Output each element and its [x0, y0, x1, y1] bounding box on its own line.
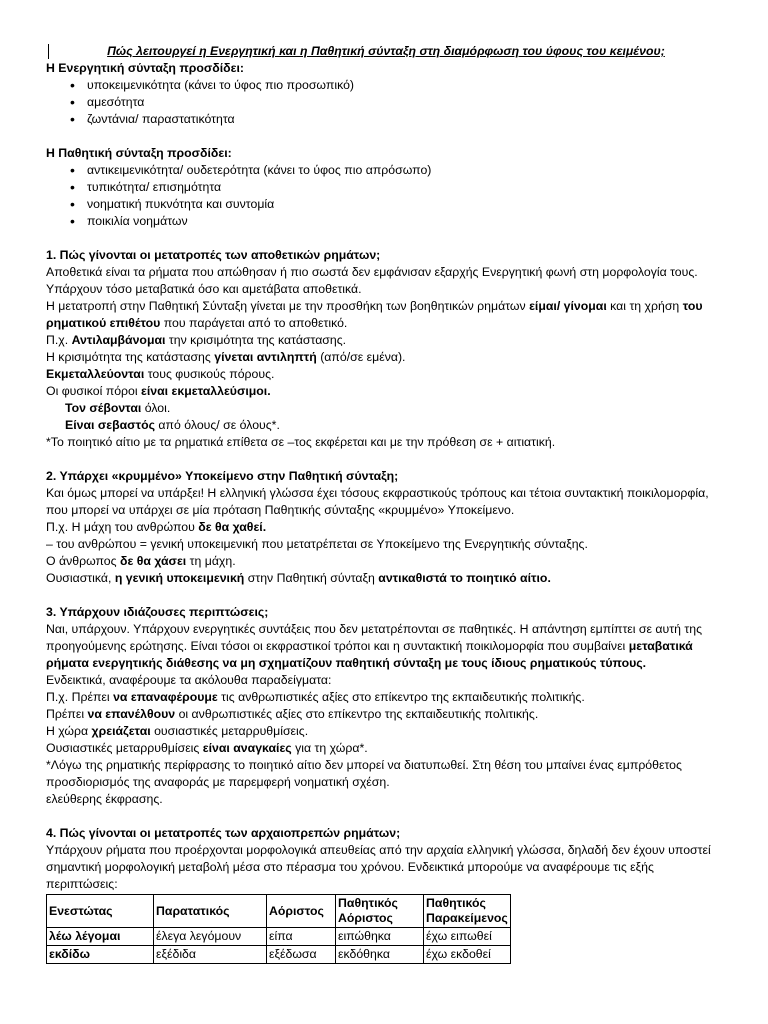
section-2-heading: 2. Υπάρχει «κρυμμένο» Υποκείμενο στην Παθητική σύνταξη; [46, 469, 399, 483]
table-cell: εκδίδω [47, 946, 154, 964]
section-4-heading: 4. Πώς γίνονται οι μετατροπές των αρχαιοπρεπών ρημάτων; [46, 826, 401, 840]
table-header-cell: Αόριστος [267, 895, 336, 928]
passive-list [46, 162, 726, 230]
section-4-paragraph: Υπάρχουν ρήματα που προέρχονται μορφολογικά απευθείας από την αρχαία ελληνική γλώσσα, δηλαδή δεν έχουν υποστεί σημαντική μορφολογική μεταβολή μέσα στο πέρασμα του χρόνου. Ενδεικτικά μπορούμε να αναφέρουμε τις εξής περιπτώσεις: [46, 843, 711, 891]
list-item: • ζωντάνια/ παραστατικότητα [46, 111, 726, 128]
example-line: Ουσιαστικές μεταρρυθμίσεις είναι αναγκαίες για τη χώρα*. [46, 741, 368, 755]
table-cell: λέω λέγομαι [47, 928, 154, 946]
table-header-cell: Ενεστώτας [47, 895, 154, 928]
example-line: Πρέπει να επανέλθουν οι ανθρωπιστικές αξίες στο επίκεντρο της εκπαιδευτικής πολιτικής. [46, 707, 539, 721]
section-1-heading: 1. Πώς γίνονται οι μετατροπές των αποθετικών ρημάτων; [46, 248, 381, 262]
active-heading: Η Ενεργητική σύνταξη προσδίδει: [46, 61, 244, 75]
table-cell: εκδόθηκα [336, 946, 424, 964]
example-line: Π.χ. Πρέπει να επαναφέρουμε τις ανθρωπιστικές αξίες στο επίκεντρο της εκπαιδευτικής πολιτικής. [46, 690, 585, 704]
table-header-row [47, 895, 511, 928]
example-line: Ουσιαστικά, η γενική υποκειμενική στην Παθητική σύνταξη αντικαθιστά το ποιητικό αίτιο. [46, 571, 551, 585]
footnote: *Λόγω της ρηματικής περίφρασης το ποιητικό αίτιο δεν μπορεί να διατυπωθεί. Στη θέση του μπαίνει ένας εμπρόθετος προσδιορισμός της αναφοράς με παρεμφερή νοηματική σχέση. [46, 758, 682, 789]
footnote-tail: ελεύθερης έκφρασης. [46, 792, 163, 806]
example-line: Εκμεταλλεύονται τους φυσικούς πόρους. [46, 367, 275, 381]
example-line: Π.χ. Η μάχη του ανθρώπου δε θα χαθεί. [46, 520, 267, 534]
table-row [47, 928, 511, 946]
table-row [47, 946, 511, 964]
section-1-paragraph: Αποθετικά είναι τα ρήματα που απώθησαν ή πιο σωστά δεν εμφάνισαν εξαρχής Ενεργητική φωνή στη μορφολογία τους. Υπάρχουν τόσο μεταβατικά όσο και αμετάβατα αποθετικά. [46, 265, 698, 296]
verb-table [46, 894, 511, 964]
example-line: Η χώρα χρειάζεται ουσιαστικές μεταρρυθμίσεις. [46, 724, 309, 738]
table-header-cell: Παρατατικός [154, 895, 267, 928]
list-item: • νοηματική πυκνότητα και συντομία [46, 196, 726, 213]
section-1-paragraph-2: Η μετατροπή στην Παθητική Σύνταξη γίνεται με την προσθήκη των βοηθητικών ρημάτων είμαι/ γίνομαι και τη χρήση του ρηματικού επιθέτου που παράγεται από το αποθετικό. [46, 299, 703, 330]
section-3-paragraph: Ναι, υπάρχουν. Υπάρχουν ενεργητικές συντάξεις που δεν μετατρέπονται σε παθητικές. Η απάντηση εμπίπτει σε αυτή της προηγούμενης ερώτησης. Είναι τόσοι οι εκφραστικοί τρόποι και η συντακτική ποικιλομορφία που συμβαίνει μεταβατικά ρήματα ενεργητικής διάθεσης να μη σχηματίζουν παθητική σύνταξη με τους ίδιους ρηματικούς τύπους. [46, 622, 702, 670]
table-cell: έλεγα λεγόμουν [154, 928, 267, 946]
example-line: Τον σέβονται όλοι. [65, 401, 171, 415]
section-3-intro: Ενδεικτικά, αναφέρουμε τα ακόλουθα παραδείγματα: [46, 673, 332, 687]
table-cell: είπα [267, 928, 336, 946]
list-item: • τυπικότητα/ επισημότητα [46, 179, 726, 196]
list-item: • αντικειμενικότητα/ ουδετερότητα (κάνει το ύφος πιο απρόσωπο) [46, 162, 726, 179]
table-header-cell: Παθητικός Παρακείμενος [424, 895, 511, 928]
list-item: • αμεσότητα [46, 94, 726, 111]
section-3-heading: 3. Υπάρχουν ιδιάζουσες περιπτώσεις; [46, 605, 269, 619]
table-header-cell: Παθητικός Αόριστος [336, 895, 424, 928]
footnote: *Το ποιητικό αίτιο με τα ρηματικά επίθετα σε –τος εκφέρεται και με την πρόθεση σε + αιτιατική. [46, 435, 556, 449]
table-cell: εξέδωσα [267, 946, 336, 964]
table-cell: έχω εκδοθεί [424, 946, 511, 964]
table-cell: ειπώθηκα [336, 928, 424, 946]
table-cell: εξέδιδα [154, 946, 267, 964]
active-list [46, 77, 726, 128]
example-line: Η κρισιμότητα της κατάστασης γίνεται αντιληπτή (από/σε εμένα). [46, 350, 406, 364]
example-line: Οι φυσικοί πόροι είναι εκμεταλλεύσιμοι. [46, 384, 271, 398]
table-cell: έχω ειπωθεί [424, 928, 511, 946]
example-line: Ο άνθρωπος δε θα χάσει τη μάχη. [46, 554, 236, 568]
list-item: • ποικιλία νοημάτων [46, 213, 726, 230]
page-title: Πώς λειτουργεί η Ενεργητική και η Παθητική σύνταξη στη διαμόρφωση του ύφους του κειμένου; [107, 44, 665, 58]
example-line: Π.χ. Αντιλαμβάνομαι την κρισιμότητα της κατάστασης. [46, 333, 347, 347]
example-line: Είναι σεβαστός από όλους/ σε όλους*. [65, 418, 280, 432]
example-line: – του ανθρώπου = γενική υποκειμενική που μετατρέπεται σε Υποκείμενο της Ενεργητικής σύνταξης. [46, 537, 588, 551]
passive-heading: Η Παθητική σύνταξη προσδίδει: [46, 146, 232, 160]
document-body [46, 43, 726, 964]
list-item: • υποκειμενικότητα (κάνει το ύφος πιο προσωπικό) [46, 77, 726, 94]
section-2-paragraph: Και όμως μπορεί να υπάρξει! Η ελληνική γλώσσα έχει τόσους εκφραστικούς τρόπους και τέτοια συντακτική ποικιλομορφία, που μπορεί να υπάρχει σε μία πρόταση Παθητικής σύνταξης «κρυμμένο» Υποκείμενο. [46, 486, 709, 517]
